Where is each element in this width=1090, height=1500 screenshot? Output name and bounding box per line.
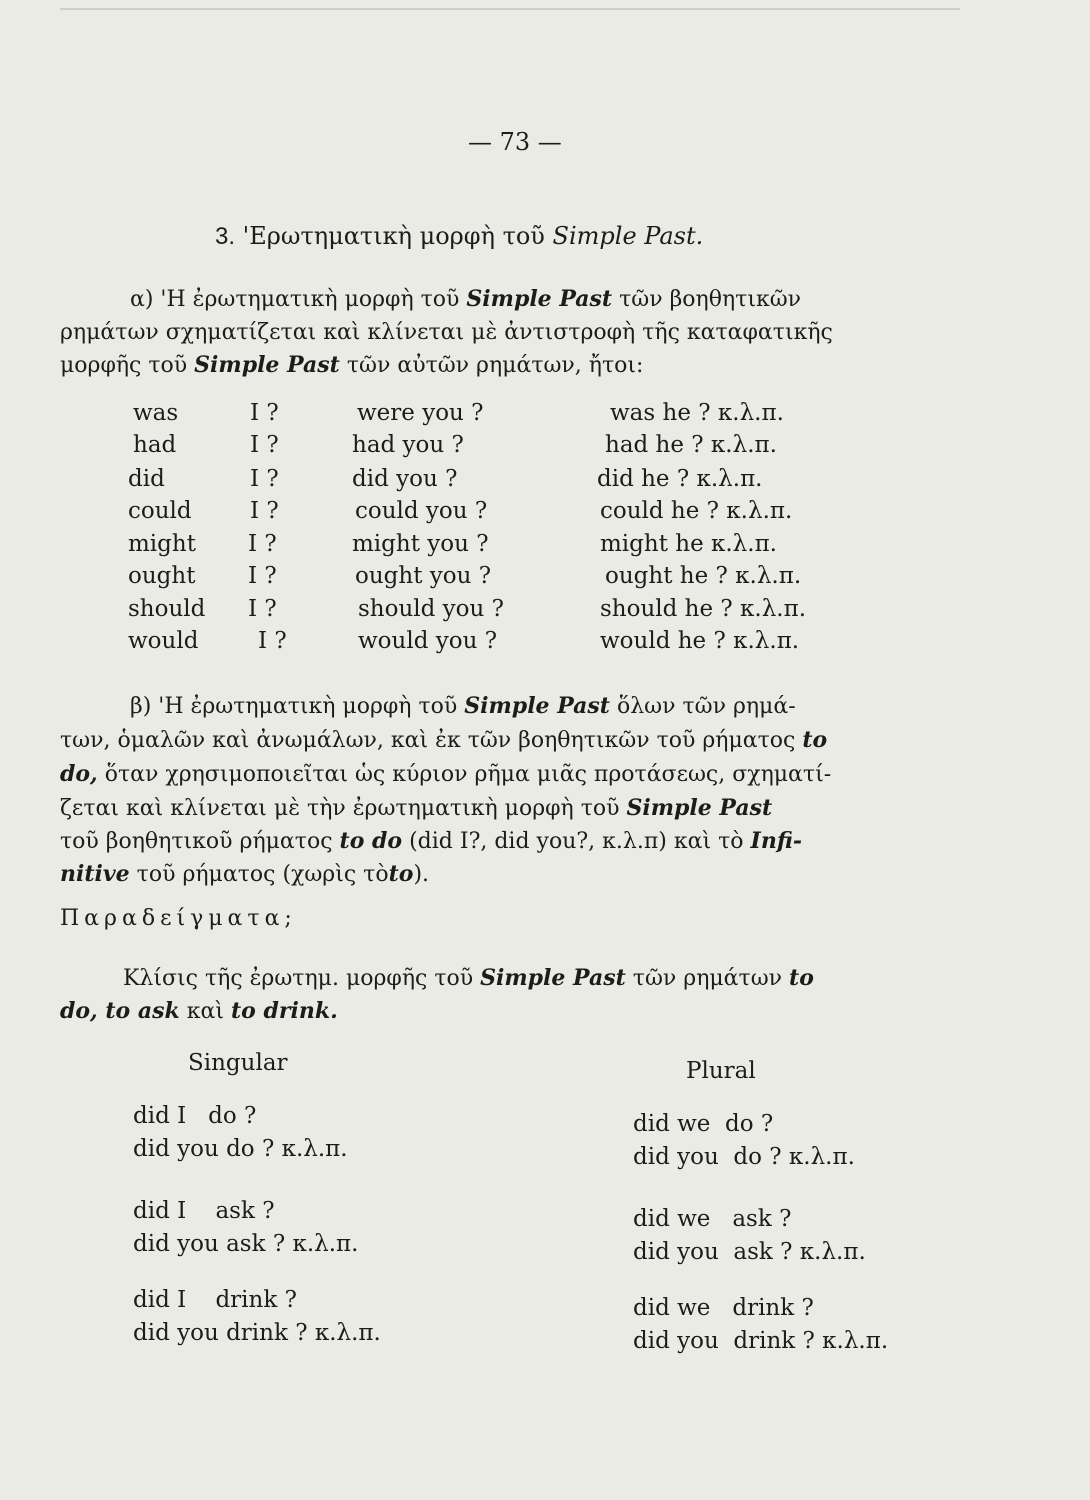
para-b-term: Simple Past bbox=[626, 795, 773, 821]
you-cell: had you ? bbox=[352, 432, 464, 458]
para-b-text: ζεται καὶ κλίνεται μὲ τὴν ἐρωτηματικὴ μορφὴ τοῦ bbox=[60, 796, 620, 821]
table-row bbox=[0, 563, 1090, 595]
para-a-text: μορφῆς τοῦ bbox=[60, 353, 188, 378]
para-b-text: ὅταν χρησιμοποιεῖται ὡς κύριον ρῆμα μιᾶς προτάσεως, σχηματί- bbox=[104, 762, 832, 787]
para-b-term: nitive bbox=[60, 861, 130, 887]
example-line: did we ask ? bbox=[633, 1206, 792, 1232]
para-a-term: Simple Past bbox=[466, 286, 613, 312]
para-b-line-1 bbox=[130, 690, 796, 723]
heading-greek: 'Ερωτηματικὴ μορφὴ τοῦ bbox=[242, 222, 545, 250]
para-b-term: Simple Past bbox=[464, 693, 610, 719]
para-a-line-2: ρημάτων σχηματίζεται καὶ κλίνεται μὲ ἀντιστροφὴ τῆς καταφατικῆς bbox=[60, 320, 833, 345]
you-cell: should you ? bbox=[358, 596, 504, 622]
para-b-text: ὅλων τῶν ρημά- bbox=[616, 694, 796, 719]
page-number: — 73 — bbox=[468, 128, 562, 156]
example-line: did we drink ? bbox=[633, 1295, 814, 1321]
para-c-text: καὶ bbox=[186, 999, 224, 1024]
pronoun-cell: I ? bbox=[250, 466, 279, 492]
heading-number: 3. bbox=[215, 223, 236, 250]
verb-cell: did bbox=[128, 466, 165, 492]
table-row bbox=[0, 498, 1090, 530]
para-b-term: do, bbox=[60, 761, 98, 787]
example-line: did I do ? bbox=[133, 1103, 257, 1129]
table-row bbox=[0, 596, 1090, 628]
para-a-line-3 bbox=[60, 349, 643, 382]
plural-header: Plural bbox=[686, 1058, 756, 1084]
verb-cell: should bbox=[128, 596, 206, 622]
para-a-text: τῶν αὐτῶν ρημάτων, ἤτοι: bbox=[346, 353, 644, 378]
para-c-term: Simple Past bbox=[480, 965, 626, 991]
example-line: did you drink ? κ.λ.π. bbox=[133, 1320, 381, 1346]
you-cell: could you ? bbox=[355, 498, 488, 524]
para-b-line-6 bbox=[60, 858, 429, 891]
examples-label: Παραδείγματα; bbox=[60, 906, 297, 931]
example-line: did you drink ? κ.λ.π. bbox=[633, 1328, 889, 1354]
heading-english: Simple Past. bbox=[552, 222, 704, 250]
pronoun-cell: I ? bbox=[248, 531, 277, 557]
para-b-text: τοῦ βοηθητικοῦ ρήματος bbox=[60, 829, 333, 854]
para-a-term: Simple Past bbox=[194, 352, 340, 378]
para-b-line-5 bbox=[60, 825, 802, 858]
he-cell: should he ? κ.λ.π. bbox=[600, 596, 807, 622]
para-c-term: to drink. bbox=[231, 998, 338, 1024]
verb-cell: had bbox=[133, 432, 177, 458]
example-line: did you ask ? κ.λ.π. bbox=[133, 1231, 359, 1257]
para-b-text: (did I?, did you?, κ.λ.π) καὶ τὸ bbox=[409, 829, 744, 854]
section-heading bbox=[215, 222, 703, 251]
pronoun-cell: I ? bbox=[258, 628, 287, 654]
he-cell: might he κ.λ.π. bbox=[600, 531, 777, 557]
pronoun-cell: I ? bbox=[250, 400, 279, 426]
table-row bbox=[0, 432, 1090, 464]
you-cell: were you ? bbox=[357, 400, 484, 426]
he-cell: was he ? κ.λ.π. bbox=[610, 400, 784, 426]
example-line: did you do ? κ.λ.π. bbox=[133, 1136, 348, 1162]
para-a-line-1 bbox=[130, 283, 801, 316]
para-b-term: to bbox=[388, 861, 414, 887]
he-cell: did he ? κ.λ.π. bbox=[597, 466, 763, 492]
verb-cell: was bbox=[133, 400, 179, 426]
table-row bbox=[0, 400, 1090, 432]
para-b-text: των, ὁμαλῶν καὶ ἀνωμάλων, καὶ ἐκ τῶν βοηθητικῶν τοῦ ρήματος bbox=[60, 728, 796, 753]
he-cell: ought he ? κ.λ.π. bbox=[605, 563, 802, 589]
you-cell: might you ? bbox=[352, 531, 489, 557]
para-c-text: Κλίσις τῆς ἐρωτημ. μορφῆς τοῦ bbox=[123, 966, 474, 991]
verb-cell: ought bbox=[128, 563, 196, 589]
para-b-line-4 bbox=[60, 792, 772, 825]
example-line: did I drink ? bbox=[133, 1287, 297, 1313]
para-b-text: ). bbox=[413, 862, 430, 887]
para-c-line-2 bbox=[60, 995, 338, 1028]
he-cell: had he ? κ.λ.π. bbox=[605, 432, 777, 458]
para-b-term: to do bbox=[339, 828, 403, 854]
example-line: did I ask ? bbox=[133, 1198, 275, 1224]
pronoun-cell: I ? bbox=[248, 596, 277, 622]
verb-cell: might bbox=[128, 531, 196, 557]
example-line: did you do ? κ.λ.π. bbox=[633, 1144, 855, 1170]
pronoun-cell: I ? bbox=[250, 498, 279, 524]
example-line: did we do ? bbox=[633, 1111, 774, 1137]
para-a-text: τῶν βοηθητικῶν bbox=[619, 287, 802, 312]
verb-cell: would bbox=[128, 628, 199, 654]
para-c-term: do, to ask bbox=[60, 998, 180, 1024]
para-b-text: β) 'Η ἐρωτηματικὴ μορφὴ τοῦ bbox=[130, 694, 458, 719]
pronoun-cell: I ? bbox=[248, 563, 277, 589]
table-row bbox=[0, 628, 1090, 660]
you-cell: would you ? bbox=[358, 628, 498, 654]
para-b-line-2 bbox=[60, 724, 827, 757]
pronoun-cell: I ? bbox=[250, 432, 279, 458]
you-cell: ought you ? bbox=[355, 563, 492, 589]
para-b-term: Infi- bbox=[750, 828, 802, 854]
example-line: did you ask ? κ.λ.π. bbox=[633, 1239, 866, 1265]
table-row bbox=[0, 466, 1090, 498]
para-a-text: α) 'Η ἐρωτηματικὴ μορφὴ τοῦ bbox=[130, 287, 460, 312]
para-c-term: to bbox=[789, 965, 814, 991]
para-b-text: τοῦ ρήματος (χωρὶς τὸ bbox=[136, 862, 389, 887]
top-edge-line bbox=[60, 8, 960, 10]
verb-cell: could bbox=[128, 498, 192, 524]
singular-header: Singular bbox=[188, 1050, 288, 1076]
he-cell: would he ? κ.λ.π. bbox=[600, 628, 800, 654]
para-b-line-3 bbox=[60, 758, 831, 791]
you-cell: did you ? bbox=[352, 466, 458, 492]
para-c-text: τῶν ρημάτων bbox=[632, 966, 783, 991]
table-row bbox=[0, 531, 1090, 563]
para-c-line-1 bbox=[123, 962, 814, 995]
he-cell: could he ? κ.λ.π. bbox=[600, 498, 793, 524]
para-b-term: to bbox=[802, 727, 828, 753]
